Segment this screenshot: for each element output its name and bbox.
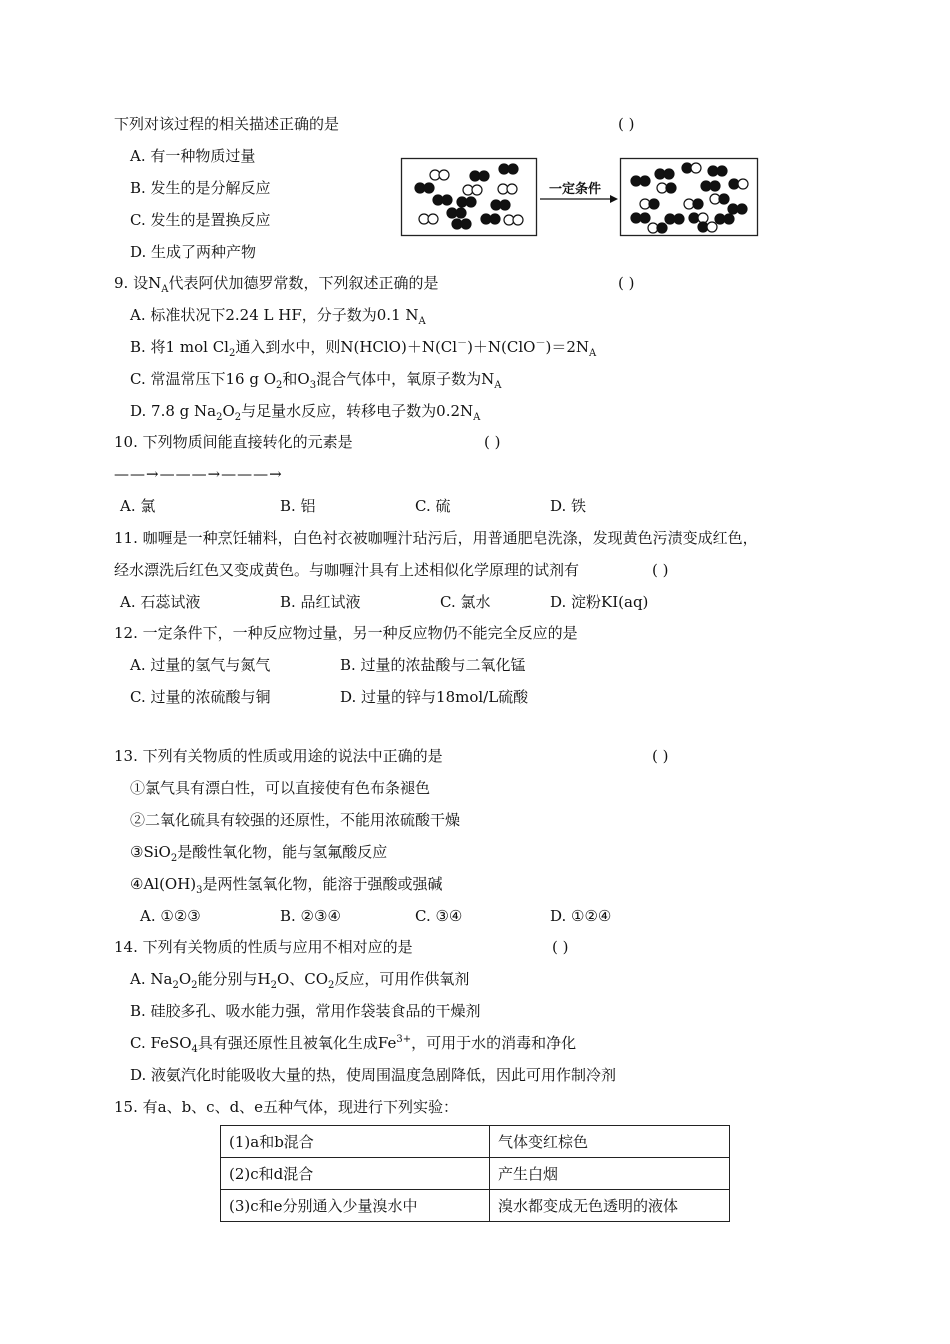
observation-cell: 气体变红棕色: [490, 1126, 730, 1158]
q12-option-c: C. 过量的浓硫酸与铜: [130, 688, 271, 706]
q13-statement-4: $④Al(OH)_3$是两性氢氧化物，能溶于强酸或强碱: [130, 875, 443, 896]
q9-option-d: D. 7.8 g $Na_2O_2$与足量水反应，转移电子数为$0.2N_A$: [130, 402, 481, 423]
q12-option-b: B. 过量的浓盐酸与二氧化锰: [340, 656, 526, 674]
q11-answer-paren: ( ): [652, 561, 669, 579]
q13-statement-1: ①氯气具有漂白性，可以直接使有色布条褪色: [130, 779, 431, 797]
q8-stem: 下列对该过程的相关描述正确的是: [114, 115, 340, 133]
q11-option-a: A. 石蕊试液: [120, 593, 201, 611]
q9-option-a: A. 标准状况下2.24 L HF，分子数为0.1 $N_A$: [130, 306, 426, 327]
experiment-cell: (1)a和b混合: [221, 1126, 490, 1158]
q9-stem: 9. 设$N_A$代表阿伏加德罗常数，下列叙述正确的是: [114, 274, 439, 295]
q12-option-a: A. 过量的氢气与氮气: [130, 656, 271, 674]
q10-option-b: B. 铝: [280, 497, 316, 515]
q14-stem: 14. 下列有关物质的性质与应用不相对应的是: [114, 938, 413, 956]
q11-stem-line2: 经水漂洗后红色又变成黄色。与咖喱汁具有上述相似化学原理的试剂有: [114, 561, 580, 579]
experiment-cell: (2)c和d混合: [221, 1158, 490, 1190]
q13-option-c: C. ③④: [415, 907, 463, 925]
q13-option-d: D. ①②④: [550, 907, 612, 925]
q14-option-a: A. $Na_2O_2$能分别与$H_2O$、$CO_2$反应，可用作供氧剂: [130, 970, 470, 991]
reaction-figure: [400, 156, 760, 238]
q12-stem: 12. 一定条件下，一种反应物过量，另一种反应物仍不能完全反应的是: [114, 624, 578, 642]
q9-option-c: C. 常温常压下16 g $O_2$和$O_3$混合气体中，氧原子数为$N_A$: [130, 370, 502, 391]
q14-option-c: C. FeSO$_4$具有强还原性且被氧化生成$Fe^{3+}$，可用于水的消毒和净化: [130, 1034, 577, 1055]
experiment-table: [220, 1125, 730, 1222]
q10-stem: 10. 下列物质间能直接转化的元素是: [114, 433, 353, 451]
q14-option-b: B. 硅胶多孔、吸水能力强，常用作袋装食品的干燥剂: [130, 1002, 481, 1020]
q8-option-c: C. 发生的是置换反应: [130, 211, 271, 229]
before-box: [402, 159, 537, 236]
q11-option-d: D. 淀粉KI(aq): [550, 593, 649, 611]
q14-answer-paren: ( ): [552, 938, 569, 956]
q8-option-a: A. 有一种物质过量: [130, 147, 256, 165]
q10-option-d: D. 铁: [550, 497, 587, 515]
q15-stem: 15. 有a、b、c、d、e五种气体，现进行下列实验：: [114, 1098, 459, 1116]
q8-option-d: D. 生成了两种产物: [130, 243, 257, 261]
q13-statement-2: ②二氧化硫具有较强的还原性，不能用浓硫酸干燥: [130, 811, 461, 829]
q13-option-a: A. ①②③: [140, 907, 201, 925]
condition-label: 一定条件: [548, 182, 602, 197]
table-row: [221, 1190, 730, 1222]
table-row: [221, 1126, 730, 1158]
q11-option-c: C. 氯水: [440, 593, 491, 611]
arrow-with-condition: [540, 181, 618, 203]
q11-option-b: B. 品红试液: [280, 593, 361, 611]
q10-arrows: ——→———→———→: [114, 465, 283, 483]
observation-cell: 产生白烟: [490, 1158, 730, 1190]
q13-answer-paren: ( ): [652, 747, 669, 765]
q14-option-d: D. 液氨汽化时能吸收大量的热，使周围温度急剧降低，因此可用作制冷剂: [130, 1066, 617, 1084]
q10-option-a: A. 氯: [120, 497, 156, 515]
q9-option-b: B. 将1 mol $Cl_2$通入到水中，则$N(HClO)+N(Cl^-)+N(ClO^-)=2N_A$: [130, 338, 597, 359]
q10-option-c: C. 硫: [415, 497, 451, 515]
observation-cell: 溴水都变成无色透明的液体: [490, 1190, 730, 1222]
table-row: [221, 1158, 730, 1190]
q9-answer-paren: ( ): [618, 274, 635, 292]
q13-statement-3: ③SiO$_2$是酸性氧化物，能与氢氟酸反应: [130, 843, 388, 864]
q10-answer-paren: ( ): [484, 433, 501, 451]
q8-answer-paren: ( ): [618, 115, 635, 133]
q13-option-b: B. ②③④: [280, 907, 341, 925]
q8-option-b: B. 发生的是分解反应: [130, 179, 271, 197]
q11-stem-line1: 11. 咖喱是一种烹饪辅料，白色衬衣被咖喱汁玷污后，用普通肥皂洗涤，发现黄色污渍变成红色，: [114, 529, 758, 547]
experiment-cell: (3)c和e分别通入少量溴水中: [221, 1190, 490, 1222]
after-box: [621, 159, 758, 236]
q12-option-d: D. 过量的锌与18mol/L硫酸: [340, 688, 529, 706]
q13-stem: 13. 下列有关物质的性质或用途的说法中正确的是: [114, 747, 443, 765]
